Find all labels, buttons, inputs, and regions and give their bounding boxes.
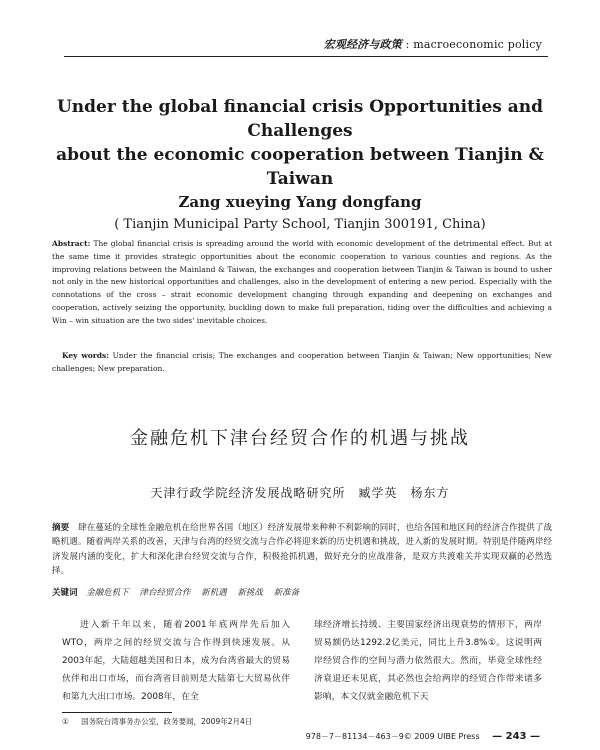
english-title-line-2: about the economic cooperation between Tianjin & Taiwan [56,145,544,189]
running-head-rule [64,56,548,57]
running-head-separator: : [405,38,410,51]
english-authors: Zang xueying Yang dongfang [178,193,422,211]
english-abstract [52,238,552,328]
english-title-line-1: Under the global financial crisis Opportunities and Challenges [56,97,544,141]
chinese-keywords [52,586,552,598]
running-head [324,36,542,52]
chinese-title: 金融危机下津台经贸合作的机遇与挑战 [130,428,470,449]
chinese-keyword: 新机遇 [201,588,227,598]
body-left-column: 进入新千年以来，随着2001年底两岸先后加入WTO，两岸之间的经贸交流与合作得到快速发展。从2003年起，大陆超越美国和日本，成为台湾省最大的贸易伙伴和出口市场，而台湾省目前则是大陆第七大贸易伙伴和第九大出口市场。2008年，在全 [62,620,290,702]
english-title [40,95,560,191]
chinese-keyword: 新挑战 [237,588,263,598]
chinese-authors: 天津行政学院经济发展战略研究所 臧学英 杨东方 [150,486,450,500]
english-keywords [52,350,552,376]
page-number: — 243 — [492,731,540,742]
english-abstract-text: The global financial crisis is spreading around the world with economic development of the detrimental effect. But at the same time it provides strategic opportunities about the economic cooperation to various counties and regions. As the improving relations between the Mainland & Taiwan, the exchanges and cooperation between Tianjin & Taiwan is bound to usher not only in the new historical opportunities and challenges, also in the development of entering a new period. Especially with the connotations of the cross – strait economic development changing through expanding and deepening on exchanges and cooperation, actively seizing the opportunity, buckling down to make full preparation, tiding over the difficulties and achieving a Win – win situation are the two sides' inevitable choices. [52,239,553,325]
footnote-rule [62,712,172,713]
english-affiliation: ( Tianjin Municipal Party School, Tianjin 300191, China) [114,217,486,232]
running-head-zh: 宏观经济与政策 [323,38,402,51]
chinese-abstract [52,521,552,578]
english-abstract-label: Abstract: [52,239,91,248]
chinese-keyword: 金融危机下 [86,588,129,598]
chinese-abstract-text: 肆在蔓延的全球性金融危机在给世界各国（地区）经济发展带来种种不利影响的同时，也给各国和地区间的经济合作提供了战略机遇。随着两岸关系的改善，天津与台湾的经贸交流与合作必将迎来新的历史机遇和挑战，进入新的发展时期。特别是伴随两岸经济发展内涵的变化，扩大和深化津台经贸交流与合作，积极抢抓机遇，做好充分的应战准备，是双方共渡难关并实现双赢的必然选择。 [52,523,552,576]
footnote-text: 国务院台湾事务办公室，政务要闻，2009年2月4日 [81,717,253,726]
body-right-column: 球经济增长持缓、主要国家经济出现衰势的情形下，两岸贸易额仍达1292.2亿美元，同比上升3.8%①。这说明两岸经贸合作的空间与潜力依然很大。然而，毕竟全球性经济衰退还未见底，其必然也会给两岸的经贸合作带来诸多影响，本文仅就金融危机下天 [314,620,542,702]
running-head-en: macroeconomic policy [413,38,542,51]
footnote [62,716,252,727]
footer-isbn: 978－7－81134－463－9© 2009 UIBE Press [305,732,480,741]
chinese-abstract-label: 摘要 [52,523,70,533]
english-keywords-label: Key words: [62,351,109,360]
english-keywords-text: Under the financial crisis; The exchanges and cooperation between Tianjin & Taiwan; New opportunities; New challenges; New preparation. [52,351,552,373]
chinese-keywords-label: 关键词 [52,588,78,598]
chinese-keyword: 新准备 [273,588,300,598]
chinese-keyword: 津台经贸合作 [139,588,191,598]
page-footer [306,731,540,742]
footnote-mark: ① [62,717,69,726]
